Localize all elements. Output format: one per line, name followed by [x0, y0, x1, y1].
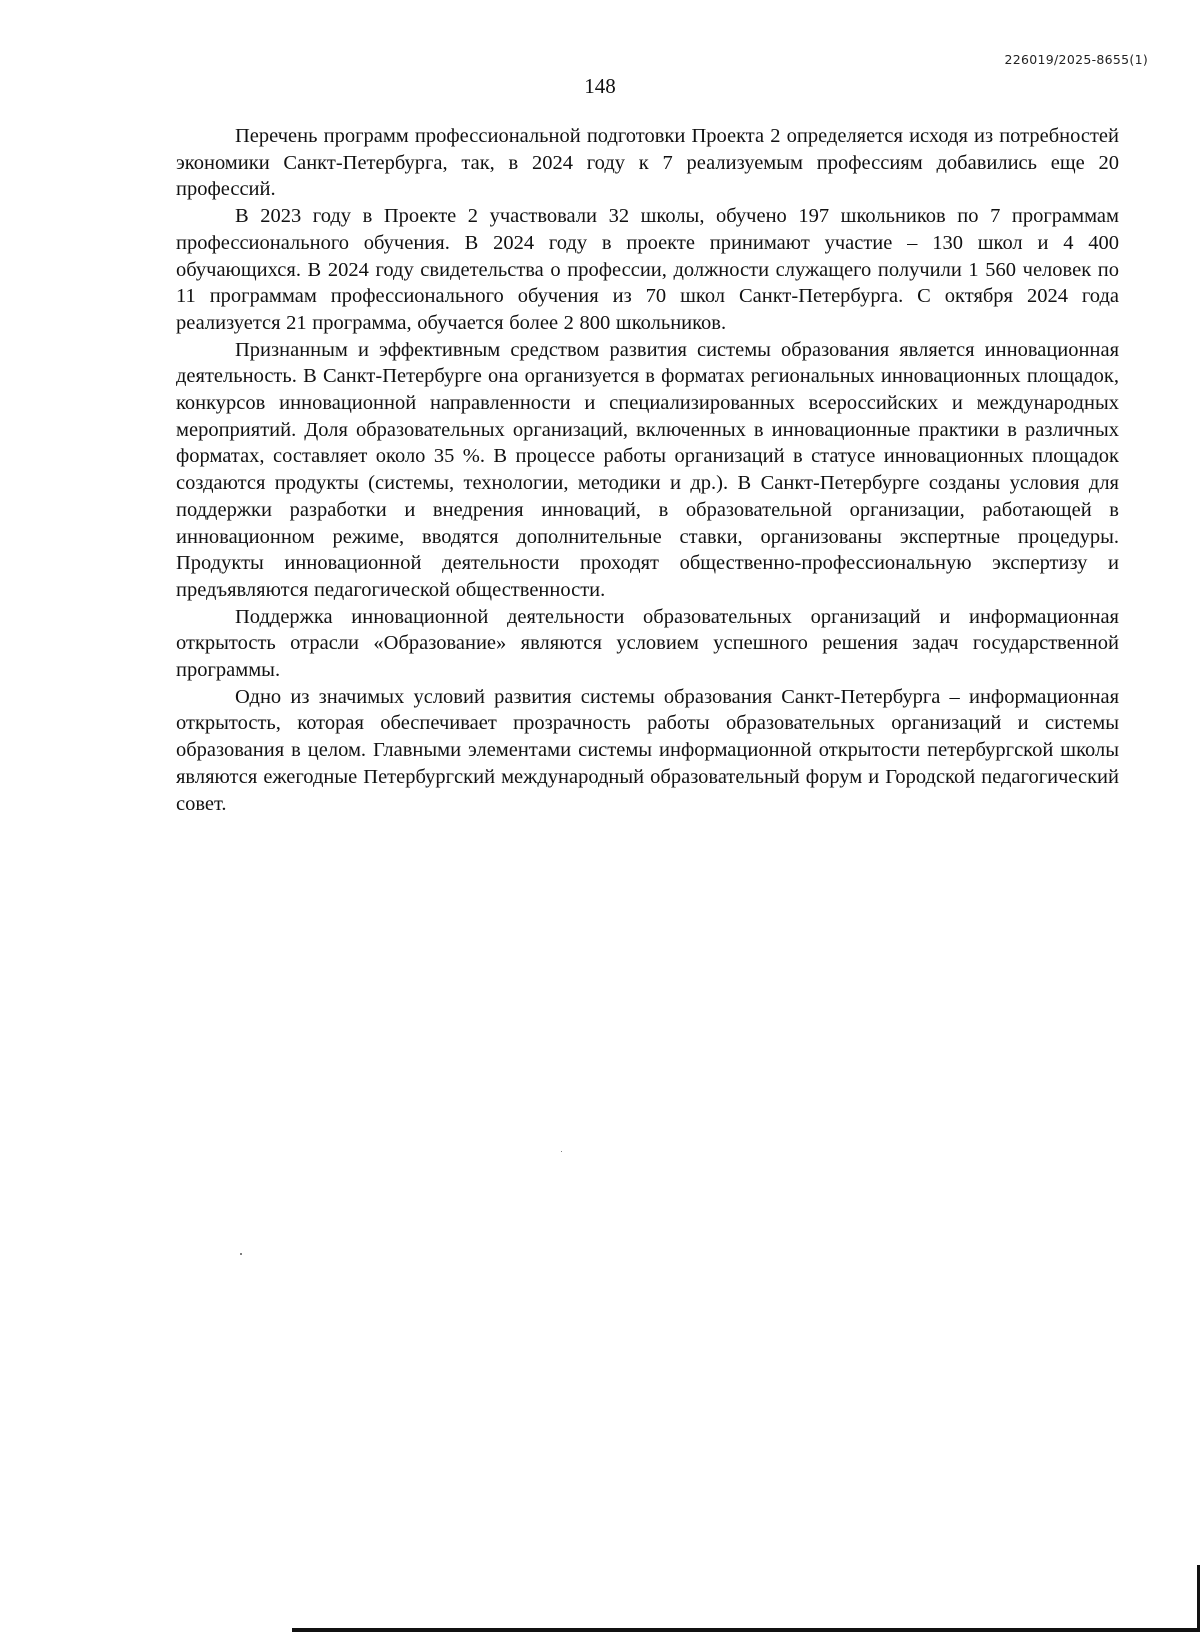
paragraph: В 2023 году в Проекте 2 участвовали 32 школы, обучено 197 школьников по 7 программам профессионального обучения. В 2024 году в проекте принимают участие – 130 школ и 4 400 обучающихся. В 2024 году свидетельства о профессии, должности служащего получили 1 560 человек по 11 программам профессионального обучения из 70 школ Санкт-Петербурга. С октября 2024 года реализуется 21 программа, обучается более 2 800 школьников. — [176, 205, 1119, 334]
document-body — [176, 123, 1119, 817]
scan-speck — [561, 1151, 562, 1152]
scan-edge-bottom — [292, 1628, 1200, 1632]
scan-speck — [240, 1253, 242, 1255]
paragraph: Одно из значимых условий развития системы образования Санкт-Петербурга – информационная открытость, которая обеспечивает прозрачность работы образовательных организаций и системы образования в целом. Главными элементами системы информационной открытости петербургской школы являются ежегодные Петербургский международный образовательный форум и Городской педагогический совет. — [176, 685, 1119, 815]
paragraph: Поддержка инновационной деятельности образовательных организаций и информационная открытость отрасли «Образование» являются условием успешного решения задач государственной программы. — [176, 605, 1119, 682]
document-registration-number: 226019/2025-8655(1) — [1004, 52, 1148, 67]
paragraph: Перечень программ профессиональной подготовки Проекта 2 определяется исходя из потребностей экономики Санкт-Петербурга, так, в 2024 году к 7 реализуемым профессиям добавились еще 20 профессий. — [176, 125, 1119, 201]
paragraph: Признанным и эффективным средством развития системы образования является инновационная деятельность. В Санкт-Петербурге она организуется в форматах региональных инновационных площадок, конкурсов инновационной направленности и специализированных всероссийских и международных мероприятий. Доля образовательных организаций, включенных в инновационные практики в различных форматах, составляет около 35 %. В процессе работы организаций в статусе инновационных площадок создаются продукты (системы, технологии, методики и др.). В Санкт-Петербурге созданы условия для поддержки разработки и внедрения инноваций, в образовательной организации, работающей в инновационном режиме, вводятся дополнительные ставки, организованы экспертные процедуры. Продукты инновационной деятельности проходят общественно-профессиональную экспертизу и предъявляются педагогической общественности. — [176, 338, 1119, 601]
page-number: 148 — [584, 74, 616, 98]
